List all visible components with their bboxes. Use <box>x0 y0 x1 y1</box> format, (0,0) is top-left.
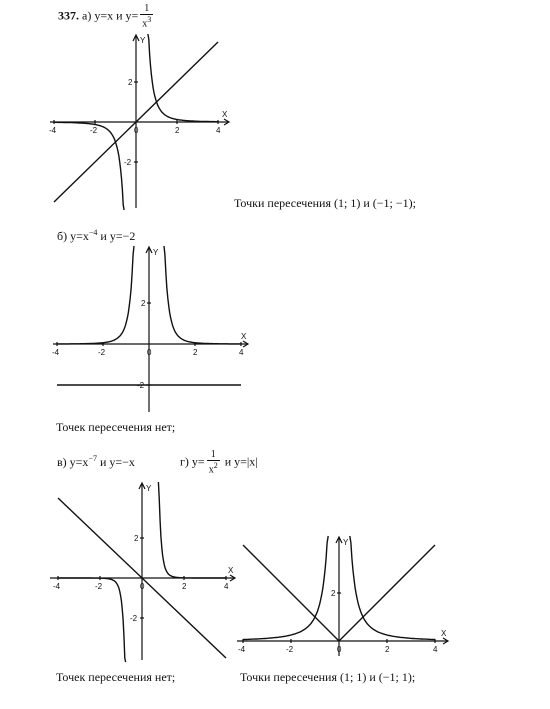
series-curve-1x3 <box>148 34 218 122</box>
x-tick-label: 0 <box>140 582 145 591</box>
series-curve-x7 <box>58 578 126 662</box>
problem-header <box>58 4 155 29</box>
x-tick-label: 4 <box>216 126 221 135</box>
part-v-label: в) $y=x^{-7}$ и y=−x <box>57 454 135 469</box>
series-curve-x7 <box>158 482 226 578</box>
plot-g <box>237 536 449 658</box>
x-tick-label: -4 <box>238 645 246 654</box>
part-b-result: Точек пересечения нет; <box>56 420 176 434</box>
x-tick-label: -2 <box>90 126 98 135</box>
x-tick-label: 2 <box>182 582 187 591</box>
y-tick-label: -2 <box>137 381 145 390</box>
x-tick-label: 4 <box>433 645 438 654</box>
x-tick-label: 0 <box>337 645 342 654</box>
x-axis-label: X <box>441 629 447 638</box>
y-axis-label: Y <box>140 36 146 45</box>
y-axis-label: Y <box>146 484 152 493</box>
part-v-result: Точек пересечения нет; <box>56 670 176 684</box>
y-axis-label: Y <box>153 248 159 257</box>
x-tick-label: 2 <box>385 645 390 654</box>
problem-number: 337. <box>58 8 79 23</box>
x-tick-label: 0 <box>134 126 139 135</box>
series-curve-x4 <box>164 246 241 344</box>
series-curve-1x3 <box>54 122 124 210</box>
x-axis-label: X <box>241 332 247 341</box>
plot-b <box>53 246 249 414</box>
x-tick-label: -4 <box>53 582 61 591</box>
x-tick-label: -2 <box>95 582 103 591</box>
part-g-label: г) y= $\frac{1}{x^2}$ и y=|x| <box>180 449 258 476</box>
x-tick-label: 0 <box>147 348 152 357</box>
x-tick-label: -4 <box>52 348 60 357</box>
y-tick-label: -2 <box>130 614 138 623</box>
part-g-result: Точки пересечения (1; 1) и (−1; 1); <box>240 670 416 684</box>
y-tick-label: 2 <box>134 534 139 543</box>
part-b-label: б) $y=x^{-4}$ и y=−2 <box>57 228 136 243</box>
x-axis-label: X <box>228 566 234 575</box>
x-tick-label: 4 <box>224 582 229 591</box>
plot-v <box>50 482 236 662</box>
x-tick-label: -2 <box>286 645 294 654</box>
x-tick-label: -2 <box>98 348 106 357</box>
x-tick-label: 2 <box>193 348 198 357</box>
x-axis-label: X <box>222 110 228 119</box>
series-curve-x4 <box>57 246 134 344</box>
plot-a <box>50 34 230 210</box>
part-a-result: Точки пересечения (1; 1) и (−1; −1); <box>234 196 416 210</box>
part-a-fraction: $\frac{1}{x^3}$ <box>142 3 152 30</box>
part-a-label: а) y=x и y= <box>82 8 139 23</box>
x-tick-label: 4 <box>239 348 244 357</box>
y-axis-label: Y <box>343 538 349 547</box>
y-tick-label: 2 <box>331 589 336 598</box>
x-tick-label: 2 <box>175 126 180 135</box>
y-tick-label: -2 <box>124 158 132 167</box>
y-tick-label: 2 <box>128 78 133 87</box>
y-tick-label: 2 <box>141 299 146 308</box>
x-tick-label: -4 <box>49 126 57 135</box>
part-g-fraction: $\frac{1}{x^2}$ <box>208 449 218 476</box>
